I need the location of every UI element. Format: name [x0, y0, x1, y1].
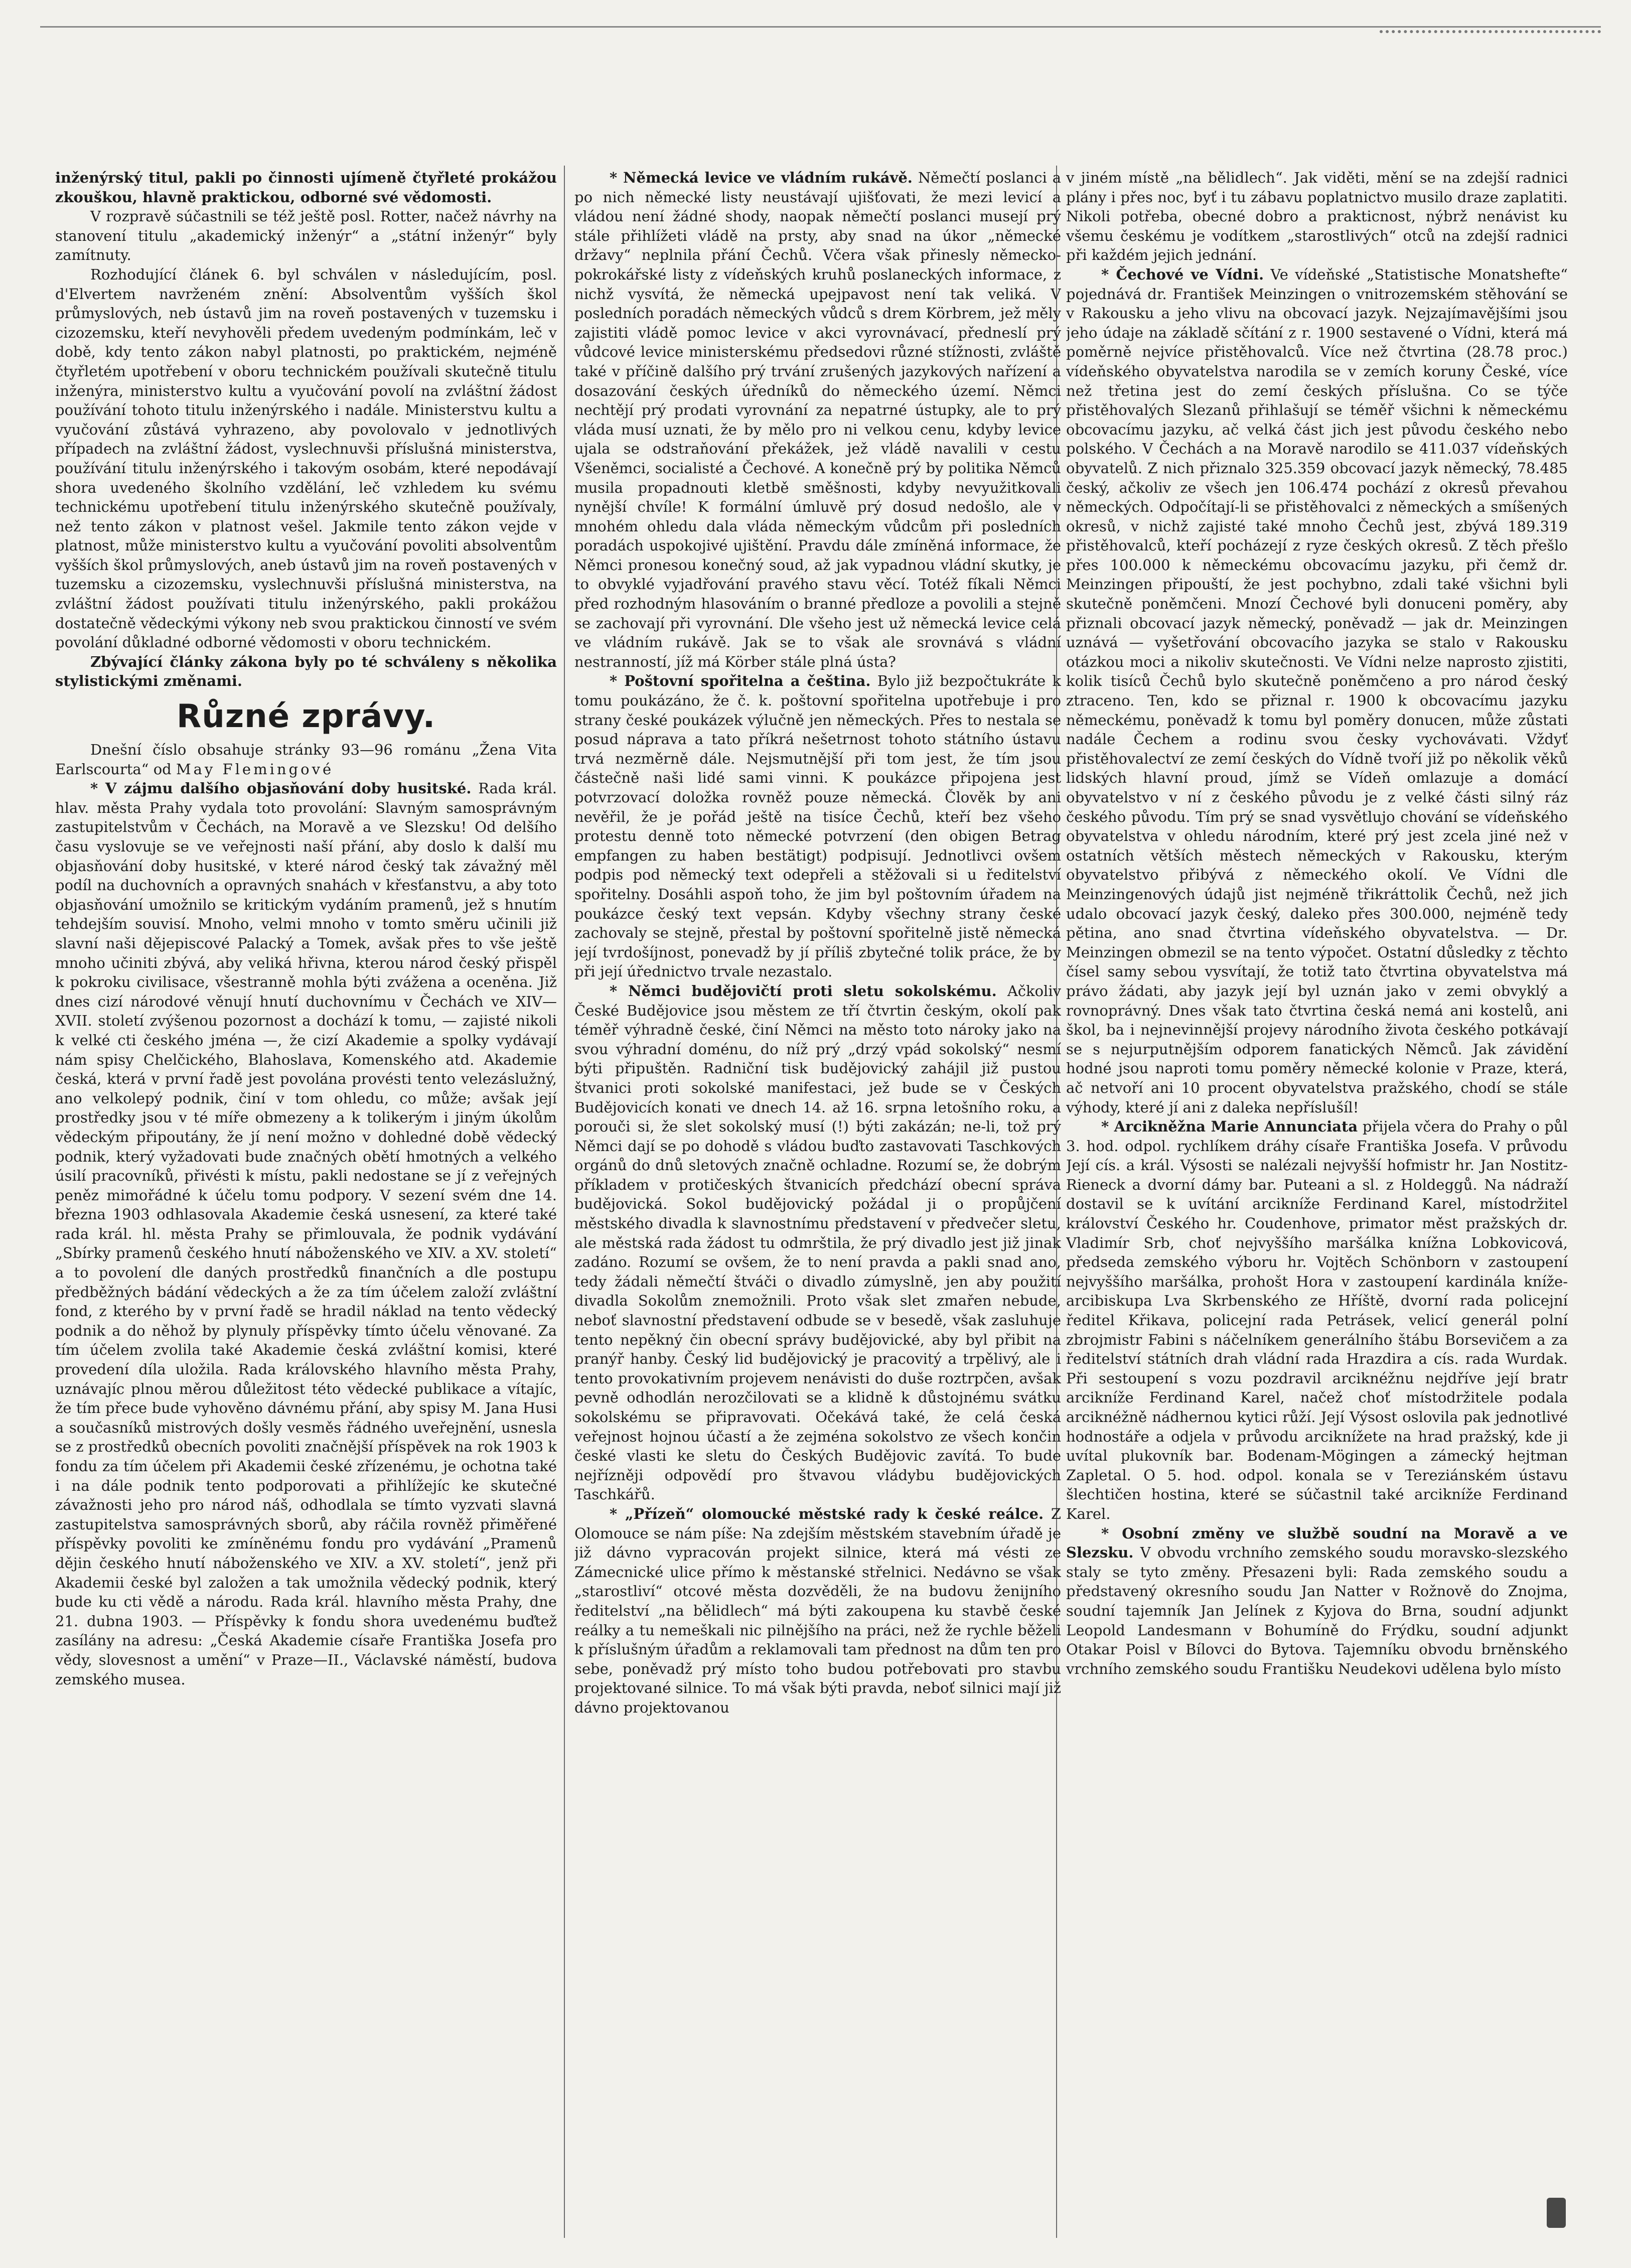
news-item-body: Rada král. hlav. města Prahy vydala toto provolání: Slavným samosprávným zastupitelstvům v Čechách, na Moravě a ve Slezsku! Od delšího času vyslovuje se ve veřejnosti naší přání, aby doslo k další mu objasňování doby husitské, v které národ český tak závažný měl podíl na duchovních a opravných snahách v křesťanstvu, a aby toto objasňování umožnilo se kritickým vydáním pramenů, jež s hnutím tehdejším souvisí. Mnoho, velmi mnoho v tomto směru učinili již slavní naši dějepiscové Palacký a Tomek, avšak přes to vše ještě mnoho učiniti zbývá, aby veliká hřivna, kterou národ český přispěl k pokroku civilisace, všestranně mohla býti zvážena a oceněna. Již dnes cizí národové věnují hnutí duchovnímu v Čechách ve XIV—XVII. století zvýšenou pozornost a dochází k tomu, — zajisté nikoli k velké cti českého jména —, že cizí Akademie a spolky vydávají nám spisy Chelčického, Blahoslava, Komenského atd. Akademie česká, která v první řadě jest povolána provésti tento velezáslužný, ano velkolepý podnik, činí v tom ohledu, co může; avšak její prostředky jsou v té míře obmezeny a k tolikerým i jiným úkolům vědeckým připoutány, že jí není možno v dohledné době vědecký podnik, který vyžadovati bude značných obětí hmotných a velkého úsilí pracovníků, přivésti k místu, pakli nedostane se jí z veřejných peněz mimořádné k účelu tomu podpory. V sezení svém dne 14. března 1903 odhlasovala Akademie česká usnesení, za které také rada král. hl. města Prahy se přimlouvala, že podnik vydávání „Sbírky pramenů českého hnutí náboženského ve XIV. a XV. století“ a to povolení dle daných prostředků finančních a dle postupu předběžných bádání vědeckých a že za tím účelem založí zvláštní fond, z kterého by v první řadě se hradil náklad na tento vědecký podnik a do něhož by plynuly příspěvky tímto účelu věnované. Za tím účelem zvolila také Akademie česká zvláštní komisi, které provedení díla uložila. Rada královského hlavního města Prahy, uznávajíc plnou měrou důležitost této vědecké publikace a vítajíc, že tím přece bude vyhověno dávnému přání, aby spisy M. Jana Husi a současníků mistrových došly vesměs řádného uveřejnění, usnesla se z prostředků obecních povoliti značnější příspěvek na rok 1903 k fondu za tím účelem při Akademii české zřízenému, je ochotna také i na dále podnik tento podporovati a přihlížejíc ke skutečné závažnosti jeho pro národ náš, odhodlala se tímto vyzvati slavná zastupitelstva samosprávných sborů, aby ráčila rovněž přiměřené příspěvky povoliti ke zmíněnému fondu pro vydávání „Pramenů dějin českého hnutí náboženského ve XIV. a XV. století“, jenž při Akademii české byl založen a tak umožnila vědecký podnik, který bude ku cti vědě a národu. Rada král. hlavního města Prahy, dne 21. dubna 1903. — Příspěvky k fondu shora uvedenému buďtež zasílány na adresu: „Česká Akademie císaře Františka Josefa pro vědy, slovesnost a umění“ v Praze—II., Václavské náměstí, budova zemského musea.: [55, 780, 557, 1688]
column-2: [574, 168, 1061, 2235]
news-item-headline: * Osobní změny ve službě soudní na Moravě a ve Slezsku.: [1066, 1524, 1568, 1562]
news-item-headline: * Čechové ve Vídni.: [1101, 265, 1264, 283]
news-item: [574, 1504, 1061, 1718]
news-item: [1066, 265, 1568, 1117]
news-item: [574, 671, 1061, 981]
top-rule: [40, 26, 1601, 28]
notice-author: May Flemingové: [176, 760, 334, 778]
article-text: V rozpravě súčastnili se též ještě posl. Rotter, načež návrhy na stanovení titulu „akademický inženýr“ a „státní inženýr“ byly zamítnuty.: [55, 208, 557, 264]
column-1: [55, 168, 557, 2235]
news-item-body: Ačkoliv České Budějovice jsou městem ze tří čtvrtin českým, okolí pak téměř výhradně české, činí Němci na město toto nároky jako na svou výhradní doménu, do níž prý „drzý vpád sokolský“ nesmí býti připuštěn. Radniční tisk budějovický zahájil již pustou štvanici proti sokolské manifestaci, jež bude se v Českých Budějovicích konati ve dnech 14. až 16. srpna letošního roku, a porouči si, že slet sokolský musí (!) býti zakázán; ne-li, tož prý Němci dají se po dohodě s vládou buďto zastavovati Taschkových orgánů do dnů sletových značně ochladne. Rozumí se, že dobrým příkladem v protičeských štvanicích předchází obecní správa budějovická. Sokol budějovický požádal ji o propůjčení městského divadla k slavnostnímu představení v předvečer sletu, ale městská rada žádost tu odmrštila, že prý divadlo jest již jinak zadáno. Rozumí se ovšem, že to není pravda a pakli snad ano, tedy žádali němečtí štváči o divadlo zúmyslně, jen aby použití divadla Sokolům znemožnili. Proto však slet zmařen nebude, neboť slavnostní představení odbude se v besedě, však zasluhuje tento nepěkný čin obecní správy budějovické, aby byl přibit na pranýř hanby. Český lid budějovický je pracovitý a trpělivý, ale i tento provokativním projevem nenávisti do duše roztrpčen, avšak pevně odhodlán nerozčilovati se a klidně k důstojnému svátku sokolskému se připravovati. Očekává také, že celá česká veřejnost hojnou účastí a že zejména sokolstvo ze všech končin české vlasti ke sletu do Českých Budějovic zavítá. To bude nejřízněji odpovědí pro štvavou vládybu budějovických Taschkářů.: [574, 982, 1061, 1503]
news-item-headline: * V zájmu dalšího objasňování doby husitské.: [90, 780, 472, 797]
news-item-body: přijela včera do Prahy o půl 3. hod. odpol. rychlíkem dráhy císaře Františka Josefa. V průvodu Její cís. a král. Výsosti se nalézali nejvyšší hofmistr hr. Jan Nostitz-Rieneck a dvorní dámy bar. Puteani a sl. z Holdeggů. Na nádraží dostavil se k uvítání arcikníže Ferdinand Karel, místodržitel království Českého hr. Coudenhove, primator měst pražských dr. Vladimír Srb, choť nejvyššího maršálka knížna Lobkovicová, předseda zemského výboru hr. Vojtěch Schönborn v zastoupení nejvyššího maršálka, prohošt Hora v zastoupení kardinála kníže-arcibiskupa Lva Skrbenského ze Hříště, dvorní rada policejní ředitel Křikava, policejní rada Petrásek, velicí generál polní zbrojmistr Fabini s náčelníkem generálního štábu Borsevičem a za ředitelství státních drah vládní rada Hrazdira a cís. rada Wurdak. Při sestoupení s vozu pozdravil arciknéžnu nejdříve její bratr arcikníže Ferdinand Karel, načež choť místodržitele podala arciknéžně nádhernou kytici růží. Její Výsost oslovila pak jednotlivé hodnostáře a odjela v průvodu arciknížete na hrad pražský, kde ji uvítal plukovník bar. Bodenam-Mögingen a zámecký hejtman Zapletal. O 5. hod. odpol. konala se v Tereziánském ústavu šlechtičen hostina, které se súčastnil také arcikníže Ferdinand Karel.: [1066, 1118, 1568, 1522]
news-item: [1066, 1117, 1568, 1523]
column-divider-1: [564, 166, 565, 2238]
news-item-headline: * Německá levice ve vládním rukávě.: [610, 169, 913, 186]
news-item-headline: * „Přízeň“ olomoucké městské rady k české reálce.: [610, 1505, 1044, 1522]
news-item: [1066, 1524, 1568, 1679]
article-text: inženýrský titul, pakli po činnosti ujímeně čtyřleté prokážou zkouškou, hlavně praktickou, odborné své vědomosti.: [55, 169, 557, 206]
top-dotted-rule: [1380, 30, 1601, 33]
news-item-headline: * Arcikněžna Marie Annunciata: [1101, 1118, 1358, 1136]
news-item-body: Z Olomouce se nám píše: Na zdejším městském stavebním úřadě je již dávno vypracován projekt silnice, která má vésti ze Zámecnické ulice přímo k městanské střelnici. Nedávno se však „starostliví“ otcové města dozvěděli, že na budovu ženijního ředitelství „na bělidlech“ má býti zakoupena ku stavbě české reálky a tu nemeškali nic pilnějšího na práci, než že rychle běželi k příslušným úřadům a reklamovali tam přednost na dům ten pro sebe, poněvadž prý místo toho budou potřebovati pro stavbu projektované silnice. To má však býti pravda, neboť silnici mají již dávno projektovanou: [574, 1505, 1061, 1716]
ink-smudge: [1547, 2198, 1566, 2228]
notice-text: Dnešní číslo obsahuje stránky 93—96 románu „Žena Vita Earlscourta“ od: [55, 741, 557, 778]
article-text: Rozhodující článek 6. byl schválen v následujícím, posl. d'Elvertem navrženém znění: Absolventům vyšších škol průmyslových, neb ústavů jim na roveň postavených v tuzemsku i cizozemsku, kteří nevyhověli předem uvedeným podmínkám, leč v době, kdy tento zákon nabyl platnosti, po praktickém, nejméně čtyřletém upotřebení v oboru technickém používali skutečně titulu inženýra, ministerstvo kultu a vyučování povolí na zvláštní žádost používání tohoto titulu inženýrského i nadále. Ministerstvu kultu a vyučování zůstává vyhrazeno, aby povolovalo v jednotlivých případech na zvláštní žádost, vyslechnuvši příslušná ministerstva, používání titulu inženýrského i takovým osobám, které nepodávají shora uvedeného školního vzdělání, leč vzhledem ku svému technickému upotřebení titulu inženýrského skutečně používaly, než tento zákon v platnost vešel. Jakmile tento zákon vejde v platnost, může ministerstvo kultu a vyučování povoliti absolventům vyšších škol průmyslových, aneb ústavů jim na roveň postavených v tuzemsku a cizozemsku, vyslechnuvši příslušná ministerstva, na zvláštní žádost používati titulu inženýrského, pakli prokážou dostatečně vědeckými výkony neb svou praktickou činností ve svém povolání důkladné odborné vědomosti v oboru technickém.: [55, 265, 557, 651]
news-item-body: V obvodu vrchního zemského soudu moravsko-slezského staly se tyto změny. Přesazeni byli: Rada zemského soudu a představený okresního soudu Jan Natter v Rožnově do Znojma, soudní tajemník Jan Jelínek z Kyjova do Brna, soudní adjunkt Leopold Landesmann v Bohumíně do Frýdku, soudní adjunkt Otakar Poisl v Bílovci do Bytova. Tajemníku obvodu brněnského vrchního zemského soudu Františku Neudekovi udělena bylo místo: [1066, 1544, 1568, 1677]
article-text: Zbývající články zákona byly po té schváleny s několika stylistickými změnami.: [55, 653, 557, 690]
section-title: Různé zprávy.: [176, 698, 436, 736]
column-3: [1066, 168, 1568, 2235]
news-item-body: Bylo již bezpočtukráte k tomu poukázáno, že č. k. poštovní spořitelna upotřebuje i pro strany české poukázek výlučně jen německých. Přes to nestala se posud náprava a tato příkrá nešetrnost tohoto státního ústavu trvá nezměrně dále. Nejsmutnější při tom jest, že tím jsou částečně naši lidé sami vinni. K poukázce připojena jest potvrzovací doložka rovněž pouze německá. Člověk by ani nevěřil, že je pořád ještě na tisíce Čechů, kteří bez všeho protestu denně toto německé potvrzení (den obigen Betrag empfangen zu haben bestätigt) podpisují. Jednotlivci ovšem podpis pod německý text odepřeli a stěžovali si u ředitelství spořitelny. Dosáhli aspoň toho, že jim byl poštovním úřadem na poukázce český text vepsán. Kdyby všechny strany české zachovaly se stejně, přestal by poštovní spořitelně jistě německá její tvrdošíjnost, ponevadž by jí příliš zbytečné tolik práce, že by při její úřednictvo trvale nezastalo.: [574, 672, 1061, 980]
news-item-headline: * Němci budějovičtí proti sletu sokolskému.: [610, 982, 997, 1000]
news-item: [574, 981, 1061, 1504]
article-text: v jiném místě „na bělidlech“. Jak viděti, mění se na zdejší radnici plány i přes noc, byť i tu zábavu poplatnictvo musilo draze zaplatiti. Nikoli potřeba, obecné dobro a prakticnost, nýbrž nenávist ku všemu českému je vodítkem „starostlivých“ otců na zdejší radnici při každém jejich jednání.: [1066, 169, 1568, 264]
news-item-body: Ve vídeňské „Statistische Monatshefte“ pojednává dr. František Meinzingen o vnitrozemském stěhování se v Rakousku a jeho vlivu na obcovací jazyk. Nejzajímavějšími jsou jeho údaje na základě sčítání z r. 1900 sestavené o Vídni, která má poměrně nejvíce přistěhovalců. Více než čtvrtina (28.78 proc.) vídeňského obyvatelstva narodila se v zemích koruny České, více než třetina jest do zemí českých příslušna. Co se týče přistěhovalých Slezanů přihlašují se téměř všichni k německému obcovacímu jazyku, ač velká část jich jest původu českého nebo polského. V Čechách a na Moravě narodilo se 411.037 vídeňských obyvatelů. Z nich přiznalo 325.359 obcovací jazyk německý, 78.485 český, ačkoliv ze všech jen 106.474 pochází z okresů převahou německých. Odpočítají-li se přistěhovalci z německých a smíšených okresů, v nichž zajisté také mnoho Čechů jest, zbývá 189.319 přistěhovalců, kteří pocházejí z ryze českých okresů. Z těch přešlo přes 100.000 k německému obcovacímu jazyku, při čemž dr. Meinzingen připouští, že jest pochybno, zdali také všichni byli skutečně poněmčeni. Mnozí Čechové byli donuceni poměry, aby přiznali obcovací jazyk německý, poněvadž — jak dr. Meinzingen uznává — vyšetřování obcovacího jazyka se stalo v Rakousku otázkou moci a nikoliv skutečnosti. Ve Vídni nelze naprosto zjistiti, kolik tisíců Čechů bylo skutečně poněmčeno a pro národ český ztraceno. Ten, kdo se přiznal r. 1900 k obcovacímu jazyku německému, poněvadž k tomu byl poměry donucen, může zůstati nadále Čechem a rodinu svou česky vychovávati. Vždyť přistěhovalectví ze zemí českých do Vídně tvoří již po několik věků lidských hlavní proud, jímž se Vídeň omlazuje a domácí obyvatelstvo v ní z českého původu je z velké části silný ráz českého původu. Tím prý se snad vysvětlujo chování se vídeňského obyvatelstva v ohledu národním, které prý jest zcela jiné než v ostatních větších městech německých v Rakousku, kterým obyvatelstvo přibývá z německého okolí. Ve Vídni dle Meinzingenových údajů jist nejméně třikráttolik Čechů, než jich udalo obcovací jazyk český, daleko přes 300.000, nejméně tedy pětina, ano snad čtvrtina vídeňského obyvatelstva. — Dr. Meinzingen obmezil se na tento výpočet. Ostatní důsledky z těchto čísel samy sebou vysvítají, že totiž tato čtvrtina obyvatelstva má právo žádati, aby jazyk její byl uznán jako v zemi obvyklý a rovnoprávný. Dnes však tato čtvrtina česká nemá ani kostelů, ani škol, ba i nejnevinnější projevy národního života českého potkávají se s nejurputnějším odporem fanatických Němců. Jak závidění hodné jsou naproti tomu poměry německé kolonie v Praze, která, ač netvoří ani 10 procent obyvatelstva pražského, chodí se stále výhody, které jí ani z daleka nepříslušíl!: [1066, 265, 1568, 1116]
news-item: [574, 168, 1061, 671]
article-notice: [55, 740, 557, 779]
news-item-body: Němečtí poslanci a po nich německé listy neustávají ujišťovati, že mezi levicí a vládou není žádné shody, naopak němečtí poslanci musejí prý stále přihlížeti vládě na prsty, aby snad na úkor „německé državy“ neplnila přání Čechů. Včera však přinesly německo-pokrokářské listy z vídeňských kruhů poslaneckých informace, z nichž vysvítá, že německá upejpavost není tak veliká. V posledních poradách německých vůdců s drem Körbrem, jež měly zajistiti vládě pomoc levice v akci vyrovnávací, předneslí prý vůdcové levice ministerskému předsedovi různé stížnosti, zvláště také v příčině dalšího prý trvání zrušených jazykových nařízení a dosazování českých úředníků do německého území. Němci nechtějí prý prodati vyrovnání za nepatrné ústupky, ale to prý vláda musí uznati, že by mělo pro ni velkou cenu, kdyby levice ujala se odstraňování překážek, jež vládě navalili v cestu Všeněmci, socialisté a Čechové. A konečně prý by politika Němců musila propadnouti kletbě směšnosti, kdyby nevyužitkovali nynější chvíle! K formální úmluvě prý dosud nedošlo, ale v mnohém ohledu dala vláda německým vůdcům při posledních poradách uspokojivé ujištění. Pravdu dále zmíněná informace, že Němci pronesou konečný soud, až jak vypadnou vládní skutky, je to obvyklé vyjadřování pravého stavu věcí. Totéž fíkali Němci před rozhodným hlasováním o branné předloze a povolili a stejně se zachovají při vyrovnání. Dle všeho jest už německá levice celá ve vládním rukávě. Jak se to však ale srovnává s vládní nestranností, jíž má Körber stále plná ústa?: [574, 169, 1061, 670]
news-item: [55, 779, 557, 1689]
news-item-headline: * Poštovní spořitelna a čeština.: [610, 672, 871, 690]
